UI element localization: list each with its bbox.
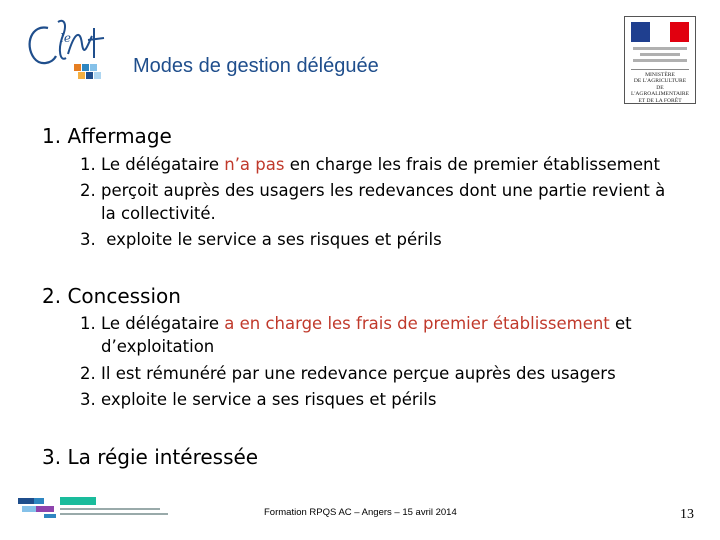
page-title: Modes de gestion déléguée (133, 55, 379, 77)
list-item: 2. Il est rémunéré par une redevance perçue auprès des usagers (80, 364, 616, 383)
footer-text: Formation RPQS AC – Angers – 15 avril 2014 (264, 507, 457, 518)
page-number: 13 (680, 507, 694, 522)
cnfpt-logo-icon (18, 14, 118, 86)
section-heading-regie: 3. La régie intéressée (42, 445, 259, 469)
highlight-text: n’a pas (224, 155, 285, 174)
highlight-text: a en charge les frais de premier établissement (224, 314, 610, 333)
list-item: 1. Le délégataire a en charge les frais de premier établissement et (80, 314, 632, 333)
ministry-logo-icon (624, 16, 696, 104)
list-item-continuation: d’exploitation (101, 337, 215, 356)
section-heading-affermage: 1. Affermage (42, 124, 172, 148)
list-item: 2. perçoit auprès des usagers les redevances dont une partie revient à (80, 181, 666, 200)
list-item: 3. exploite le service a ses risques et périls (80, 390, 437, 409)
list-item: 3. exploite le service a ses risques et périls (80, 230, 442, 249)
section-heading-concession: 2. Concession (42, 284, 181, 308)
ministry-name: MINISTÈRE DE L'AGRICULTURE DE L'AGROALIMENTAIRE ET DE LA FORÊT (630, 72, 690, 104)
services-publics-logo-icon (14, 494, 169, 520)
french-flag-icon (631, 22, 689, 42)
svg-text:le: le (60, 31, 71, 45)
list-item-continuation: la collectivité. (101, 204, 216, 223)
list-item: 1. Le délégataire n’a pas en charge les frais de premier établissement (80, 155, 660, 174)
